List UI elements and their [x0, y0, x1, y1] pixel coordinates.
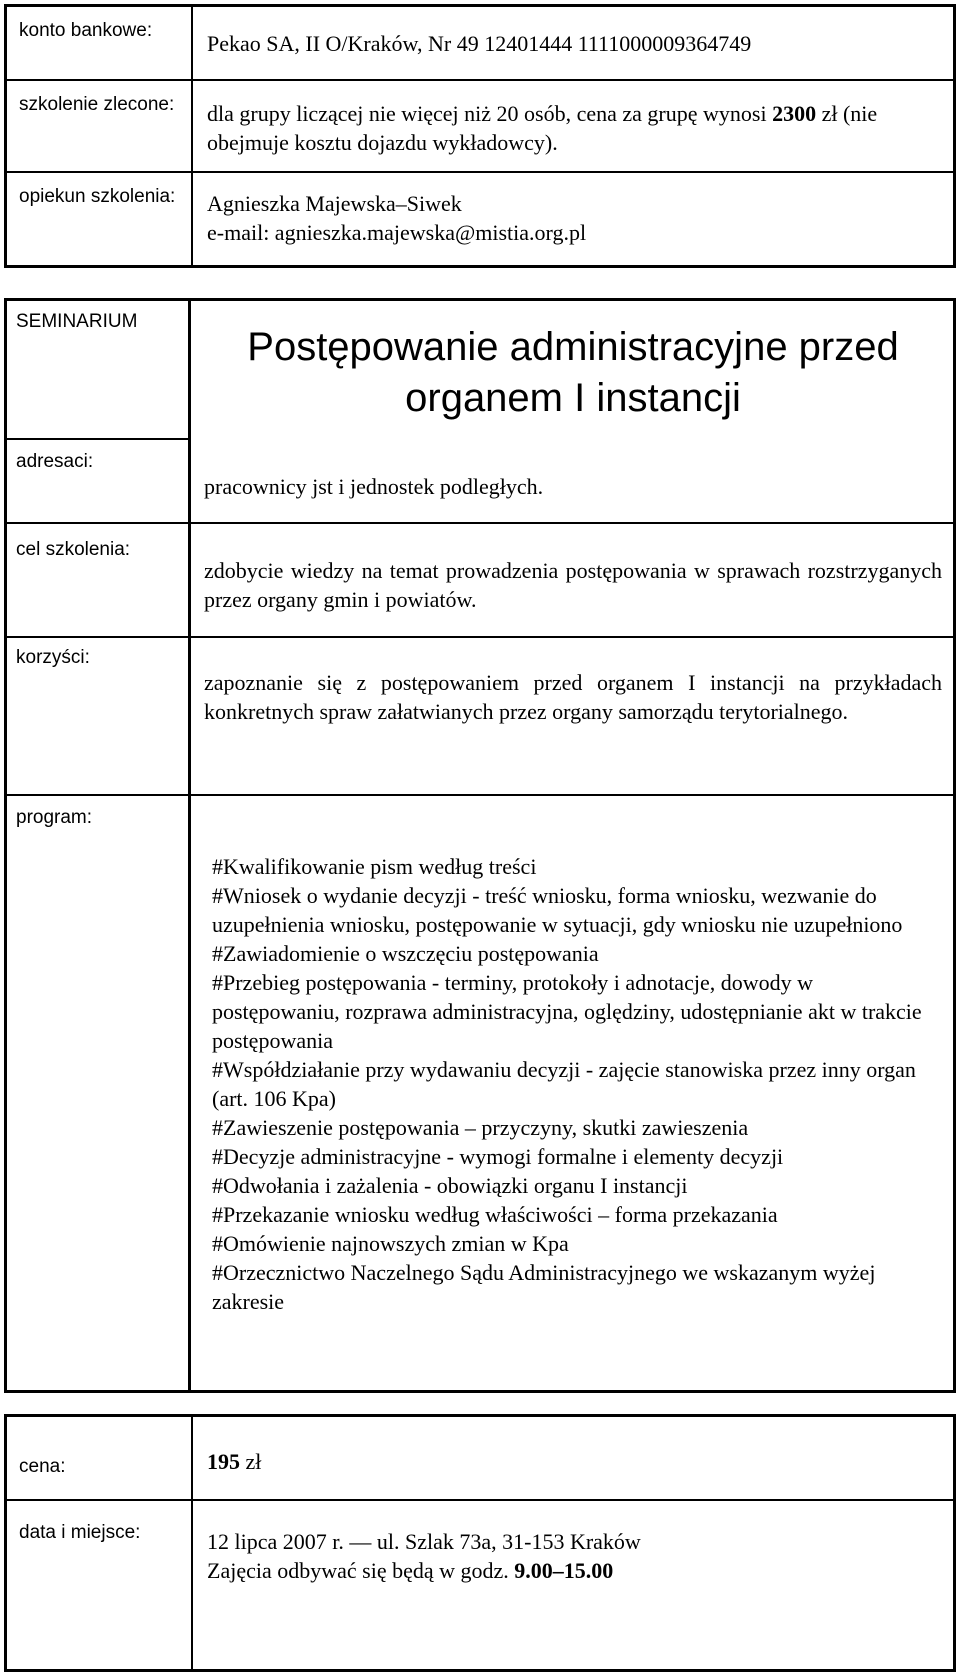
audience-row	[4, 440, 956, 522]
seminar-title-row	[4, 298, 956, 440]
program-item: #Zawiadomienie o wszczęciu postępowania	[212, 941, 599, 966]
training-coordinator-label: opiekun szkolenia:	[7, 173, 193, 265]
hours-value: 9.00–15.00	[514, 1558, 614, 1583]
goal-divider	[4, 522, 956, 524]
seminar-label-divider	[189, 298, 191, 1393]
benefits-row	[4, 636, 956, 794]
goal-label: cel szkolenia:	[4, 522, 190, 636]
program-list	[190, 794, 956, 1391]
commissioned-training-text: dla grupy liczącej nie więcej niż 20 osób, cena za grupę wynosi	[207, 101, 773, 126]
program-item: #Przekazanie wniosku według właściwości – forma przekazania	[212, 1202, 778, 1227]
hours-text: Zajęcia odbywać się będą w godz.	[207, 1558, 515, 1583]
audience-divider	[4, 438, 190, 440]
date-place-line-1: 12 lipca 2007 r. — ul. Szlak 73a, 31-153 Kraków	[207, 1529, 641, 1554]
program-item: #Kwalifikowanie pism według treści	[212, 854, 537, 879]
seminar-type-label: SEMINARIUM	[4, 298, 190, 440]
benefits-value: zapoznanie się z postępowaniem przed organem I instancji na przykładach konkretnych spraw załatwianych przez organy samorządu terytorialnego.	[204, 670, 942, 724]
program-item: #Odwołania i zażalenia - obowiązki organu I instancji	[212, 1173, 688, 1198]
audience-label: adresaci:	[4, 440, 190, 522]
training-coordinator-value	[193, 173, 953, 265]
program-item: #Zawieszenie postępowania – przyczyny, skutki zawieszenia	[212, 1115, 749, 1140]
benefits-divider	[4, 636, 956, 638]
audience-value: pracownicy jst i jednostek podległych.	[204, 474, 544, 499]
price-amount: 195	[207, 1449, 240, 1474]
bank-account-row	[7, 7, 953, 81]
commissioned-training-label: szkolenie zlecone:	[7, 81, 193, 171]
price-currency: zł	[240, 1449, 262, 1474]
program-divider	[4, 794, 956, 796]
price-label: cena:	[7, 1417, 193, 1499]
commissioned-training-text-end: zł (nie obejmuje kosztu dojazdu wykładowcy).	[207, 101, 878, 155]
date-place-row	[7, 1501, 953, 1671]
bank-account-value: Pekao SA, II O/Kraków, Nr 49 12401444 1111000009364749	[207, 31, 752, 56]
date-place-value	[193, 1501, 953, 1671]
program-row	[4, 794, 956, 1391]
seminar-title-line-1: Postępowanie administracyjne przed	[247, 325, 899, 369]
goal-row	[4, 522, 956, 636]
date-place-line-2	[207, 1556, 939, 1585]
seminar-title-line-2: organem I instancji	[405, 376, 741, 420]
program-item: #Wniosek o wydanie decyzji - treść wniosku, forma wniosku, wezwanie do uzupełnienia wniosku, postępowanie w sytuacji, gdy wniosku nie uzupełniono	[212, 883, 903, 937]
program-item: #Omówienie najnowszych zmian w Kpa	[212, 1231, 569, 1256]
commissioned-training-row	[7, 81, 953, 173]
program-item: #Decyzje administracyjne - wymogi formalne i elementy decyzji	[212, 1144, 784, 1169]
goal-value: zdobycie wiedzy na temat prowadzenia postępowania w sprawach rozstrzyganych przez organy gmin i powiatów.	[204, 558, 942, 612]
program-item: #Współdziałanie przy wydawaniu decyzji - zajęcie stanowiska przez inny organ (art. 106 Kpa)	[212, 1057, 916, 1111]
training-coordinator-row	[7, 173, 953, 265]
program-item: #Przebieg postępowania - terminy, protokoły i adnotacje, dowody w postępowaniu, rozprawa administracyjna, oględziny, udostępnianie akt w trakcie postępowania	[212, 970, 922, 1053]
coordinator-email[interactable]: e-mail: agnieszka.majewska@mistia.org.pl	[207, 220, 587, 245]
date-place-label: data i miejsce:	[7, 1501, 193, 1671]
commissioned-training-value	[193, 81, 953, 171]
bank-account-label: konto bankowe:	[7, 7, 193, 79]
price-value	[193, 1417, 953, 1499]
program-label: program:	[4, 794, 190, 1391]
program-item: #Orzecznictwo Naczelnego Sądu Administracyjnego we wskazanym wyżej zakresie	[212, 1260, 876, 1314]
benefits-label: korzyści:	[4, 636, 190, 794]
price-date-table	[4, 1414, 956, 1672]
seminar-table	[4, 298, 956, 1391]
contact-table	[4, 4, 956, 268]
coordinator-name: Agnieszka Majewska–Siwek	[207, 191, 462, 216]
group-price: 2300	[772, 101, 817, 126]
price-row	[7, 1417, 953, 1501]
seminar-title	[190, 298, 956, 440]
